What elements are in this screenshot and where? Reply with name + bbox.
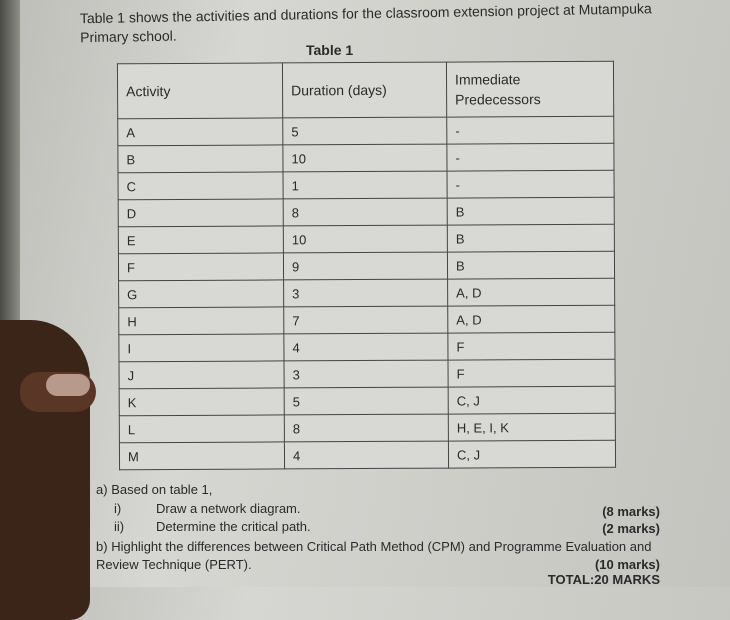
question-b-marks: (10 marks): [594, 557, 660, 572]
question-a-i-marks: (8 marks): [602, 504, 660, 519]
table-row: [118, 116, 614, 146]
header-duration: Duration (days): [282, 62, 446, 118]
table-row: [118, 251, 614, 281]
table-row: [119, 386, 615, 416]
cell-activity: D: [118, 199, 283, 227]
cell-predecessors: A, D: [448, 305, 615, 333]
cell-predecessors: B: [447, 197, 614, 225]
question-b-label: b): [96, 539, 108, 554]
question-a-text: Based on table 1,: [111, 482, 213, 497]
table-row: [118, 197, 614, 227]
cell-duration: 5: [283, 117, 447, 145]
hand: [0, 320, 90, 620]
cell-duration: 7: [284, 306, 448, 334]
table-row: [119, 278, 615, 308]
cell-predecessors: H, E, I, K: [448, 413, 615, 441]
cell-predecessors: -: [447, 116, 614, 144]
cell-activity: J: [119, 361, 284, 389]
cell-activity: B: [118, 145, 283, 173]
cell-duration: 4: [284, 441, 448, 469]
cell-predecessors: -: [447, 143, 614, 171]
cell-activity: F: [118, 253, 283, 281]
cell-predecessors: B: [447, 224, 614, 252]
question-a: [96, 482, 212, 497]
table-row: [119, 440, 615, 470]
cell-predecessors: F: [448, 359, 615, 387]
thumbnail: [46, 374, 90, 396]
table-caption: Table 1: [306, 42, 354, 58]
cell-activity: H: [119, 307, 284, 335]
cell-predecessors: -: [447, 170, 614, 198]
cell-activity: C: [118, 172, 283, 200]
cell-activity: A: [118, 118, 283, 146]
cell-activity: L: [119, 415, 284, 443]
table-row: [119, 413, 615, 443]
cell-duration: 10: [283, 144, 447, 172]
cell-duration: 1: [283, 171, 447, 199]
cell-activity: E: [118, 226, 283, 254]
header-activity: Activity: [117, 63, 282, 119]
table-row: [119, 305, 615, 335]
table-row: [118, 143, 614, 173]
cell-predecessors: F: [448, 332, 615, 360]
table-row: [118, 224, 614, 254]
cell-duration: 9: [283, 252, 447, 280]
cell-duration: 4: [284, 333, 448, 361]
cell-activity: M: [119, 442, 284, 470]
table-header-row: [117, 61, 613, 119]
cell-duration: 8: [283, 198, 447, 226]
question-a-ii-label: ii): [114, 519, 125, 534]
question-a-i-text: Draw a network diagram.: [156, 501, 301, 516]
cell-predecessors: C, J: [448, 440, 615, 468]
table-row: [119, 359, 615, 389]
intro-text: Table 1 shows the activities and durations for the classroom extension project at Mutampuka Primary school.: [79, 0, 652, 46]
question-a-ii-text: Determine the critical path.: [156, 519, 311, 534]
cell-predecessors: C, J: [448, 386, 615, 414]
total-marks: TOTAL:20 MARKS: [547, 572, 660, 587]
header-predecessors: Immediate Predecessors: [446, 61, 613, 117]
question-a-label: a): [96, 482, 108, 497]
cell-duration: 5: [284, 387, 448, 415]
question-b-text: Highlight the differences between Critical Path Method (CPM) and Programme Evaluation and Review Technique (PERT).: [96, 539, 652, 572]
activity-table: [117, 61, 616, 471]
cell-duration: 3: [284, 279, 448, 307]
question-b: [96, 538, 666, 574]
table-row: [119, 332, 615, 362]
cell-duration: 3: [284, 360, 448, 388]
question-a-ii-marks: (2 marks): [602, 521, 660, 536]
question-a-i-label: i): [114, 501, 122, 516]
cell-predecessors: A, D: [448, 278, 615, 306]
cell-duration: 8: [284, 414, 448, 442]
cell-activity: G: [119, 280, 284, 308]
table-row: [118, 170, 614, 200]
cell-predecessors: B: [447, 251, 614, 279]
cell-activity: K: [119, 388, 284, 416]
cell-activity: I: [119, 334, 284, 362]
cell-duration: 10: [283, 225, 447, 253]
